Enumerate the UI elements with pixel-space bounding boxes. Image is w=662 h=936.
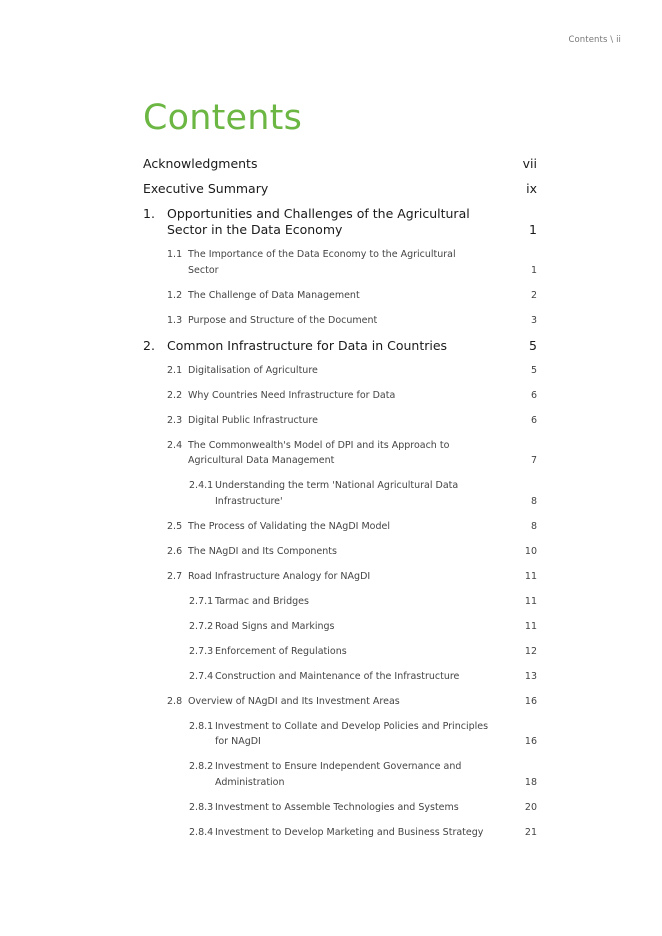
toc-entry[interactable] <box>189 669 537 685</box>
toc-entry-page-number: 1 <box>529 222 537 237</box>
toc-entry-page-number: 6 <box>530 414 537 426</box>
toc-entry-label <box>167 288 473 304</box>
toc-entry[interactable] <box>143 206 537 238</box>
toc-entry-title: Overview of NAgDI and Its Investment Areas <box>188 695 400 707</box>
toc-entry[interactable] <box>167 519 537 535</box>
page-title: Contents <box>143 98 303 138</box>
toc-entry-number: 2.8 <box>167 695 183 707</box>
toc-entry-number: 2.7.1 <box>189 595 214 607</box>
toc-entry-number: 2.4 <box>167 439 183 451</box>
toc-entry-page-number: 18 <box>524 776 537 788</box>
toc-entry-label <box>167 694 473 710</box>
toc-entry[interactable] <box>189 719 537 750</box>
toc-entry[interactable] <box>189 825 537 841</box>
toc-entry-number: 2.6 <box>167 545 183 557</box>
toc-entry[interactable] <box>167 694 537 710</box>
toc-entry-page-number: 1 <box>530 264 537 276</box>
toc-entry-title: Executive Summary <box>143 181 269 196</box>
toc-entry-label <box>167 413 473 429</box>
toc-entry-number: 2.2 <box>167 389 183 401</box>
toc-entry-label <box>167 388 473 404</box>
toc-entry-title: Why Countries Need Infrastructure for Data <box>188 389 396 401</box>
toc-entry-page-number: vii <box>522 156 537 171</box>
toc-entry-label <box>143 181 268 197</box>
toc-entry-page-number: 6 <box>530 389 537 401</box>
toc-entry[interactable] <box>189 759 537 790</box>
toc-entry-title: The NAgDI and Its Components <box>188 545 337 557</box>
toc-entry-label <box>143 206 497 238</box>
toc-entry-label <box>189 644 500 660</box>
toc-entry-number: 2.7 <box>167 570 183 582</box>
toc-entry-title: The Challenge of Data Management <box>188 289 360 301</box>
toc-entry-title: Digital Public Infrastructure <box>188 414 318 426</box>
toc-entry-label <box>189 719 500 750</box>
toc-entry-label <box>167 569 473 585</box>
toc-entry-title: Investment to Collate and Develop Policies and Principles for NAgDI <box>215 720 489 747</box>
table-of-contents <box>143 156 537 850</box>
toc-entry-number: 2.8.2 <box>189 761 214 772</box>
toc-entry[interactable] <box>167 313 537 329</box>
toc-entry-title: Opportunities and Challenges of the Agricultural Sector in the Data Economy <box>167 206 470 237</box>
toc-entry[interactable] <box>143 338 537 354</box>
toc-entry-page-number: 11 <box>524 620 537 632</box>
toc-entry-label <box>189 759 500 790</box>
toc-entry-page-number: 20 <box>524 801 537 813</box>
toc-entry-page-number: 12 <box>524 645 537 657</box>
toc-entry-page-number: 16 <box>524 695 537 707</box>
toc-entry-label <box>167 438 473 469</box>
toc-entry-number: 1.1 <box>167 249 183 260</box>
toc-entry-page-number: 7 <box>530 455 537 466</box>
toc-entry-label <box>143 338 497 354</box>
toc-entry-title: Road Infrastructure Analogy for NAgDI <box>188 570 371 582</box>
toc-entry-number: 2.4.1 <box>189 480 214 491</box>
toc-entry-page-number: 11 <box>524 595 537 607</box>
toc-entry-label <box>189 619 500 635</box>
toc-entry-number: 2.3 <box>167 414 183 426</box>
toc-entry-page-number: 21 <box>524 826 537 838</box>
toc-entry-number: 2.7.2 <box>189 620 214 632</box>
toc-entry-title: Road Signs and Markings <box>215 620 335 632</box>
toc-entry-title: Common Infrastructure for Data in Countries <box>167 337 448 353</box>
toc-entry[interactable] <box>167 544 537 560</box>
toc-entry-title: Digitalisation of Agriculture <box>188 364 318 376</box>
toc-entry-title: The Commonwealth's Model of DPI and its Approach to Agricultural Data Management <box>188 439 450 466</box>
toc-entry[interactable] <box>143 156 537 172</box>
toc-entry-label <box>189 478 500 509</box>
toc-entry[interactable] <box>143 181 537 197</box>
toc-entry-page-number: 16 <box>524 736 537 747</box>
toc-entry-label <box>167 544 473 560</box>
toc-entry-page-number: 10 <box>524 545 537 557</box>
toc-entry-label <box>167 363 473 379</box>
toc-entry-title: Purpose and Structure of the Document <box>188 314 378 326</box>
toc-entry-label <box>167 519 473 535</box>
toc-entry-page-number: 5 <box>529 337 537 353</box>
toc-entry-title: The Importance of the Data Economy to the Agricultural Sector <box>188 249 456 276</box>
toc-entry-page-number: 13 <box>524 670 537 682</box>
toc-entry-number: 2. <box>143 337 155 353</box>
toc-entry-number: 1.3 <box>167 314 183 326</box>
toc-entry-number: 2.5 <box>167 520 183 532</box>
toc-entry[interactable] <box>167 247 537 278</box>
toc-entry-number: 2.8.1 <box>189 720 214 732</box>
toc-entry-title: Investment to Ensure Independent Governance and Administration <box>215 761 462 788</box>
toc-entry[interactable] <box>189 644 537 660</box>
toc-entry-number: 2.7.3 <box>189 645 214 657</box>
toc-entry-page-number: ix <box>526 181 537 196</box>
toc-entry[interactable] <box>189 800 537 816</box>
toc-entry-label <box>189 594 500 610</box>
toc-entry-title: Tarmac and Bridges <box>215 595 309 607</box>
toc-entry[interactable] <box>167 413 537 429</box>
toc-entry-label <box>189 825 500 841</box>
toc-entry-page-number: 5 <box>530 364 537 376</box>
toc-entry-title: Investment to Assemble Technologies and Systems <box>215 801 459 813</box>
toc-entry-title: Investment to Develop Marketing and Business Strategy <box>215 826 484 838</box>
toc-entry-title: Construction and Maintenance of the Infrastructure <box>215 670 460 682</box>
toc-entry[interactable] <box>167 569 537 585</box>
toc-entry[interactable] <box>189 594 537 610</box>
toc-entry-title: The Process of Validating the NAgDI Model <box>188 520 390 532</box>
toc-entry-label <box>189 669 500 685</box>
toc-entry[interactable] <box>189 478 537 509</box>
toc-entry-title: Enforcement of Regulations <box>215 645 347 657</box>
toc-entry-page-number: 11 <box>524 570 537 582</box>
toc-entry[interactable] <box>167 388 537 404</box>
toc-entry-page-number: 3 <box>530 314 537 326</box>
toc-entry-number: 1. <box>143 206 155 221</box>
toc-entry-number: 1.2 <box>167 289 183 301</box>
toc-entry[interactable] <box>167 288 537 304</box>
toc-entry-label <box>167 247 473 278</box>
toc-entry-label <box>189 800 500 816</box>
running-header: Contents \ ii <box>568 35 621 45</box>
toc-entry[interactable] <box>189 619 537 635</box>
toc-entry-page-number: 8 <box>530 520 537 532</box>
toc-entry-number: 2.8.3 <box>189 801 214 813</box>
toc-entry-number: 2.1 <box>167 364 183 376</box>
toc-entry-title: Acknowledgments <box>143 156 258 171</box>
toc-entry-page-number: 2 <box>530 289 537 301</box>
toc-entry-title: Understanding the term 'National Agricultural Data Infrastructure' <box>215 480 459 507</box>
toc-entry-number: 2.7.4 <box>189 670 214 682</box>
toc-entry-label <box>143 156 257 172</box>
toc-entry[interactable] <box>167 438 537 469</box>
toc-entry-number: 2.8.4 <box>189 826 214 838</box>
toc-entry-label <box>167 313 473 329</box>
toc-entry[interactable] <box>167 363 537 379</box>
toc-entry-page-number: 8 <box>530 495 537 507</box>
